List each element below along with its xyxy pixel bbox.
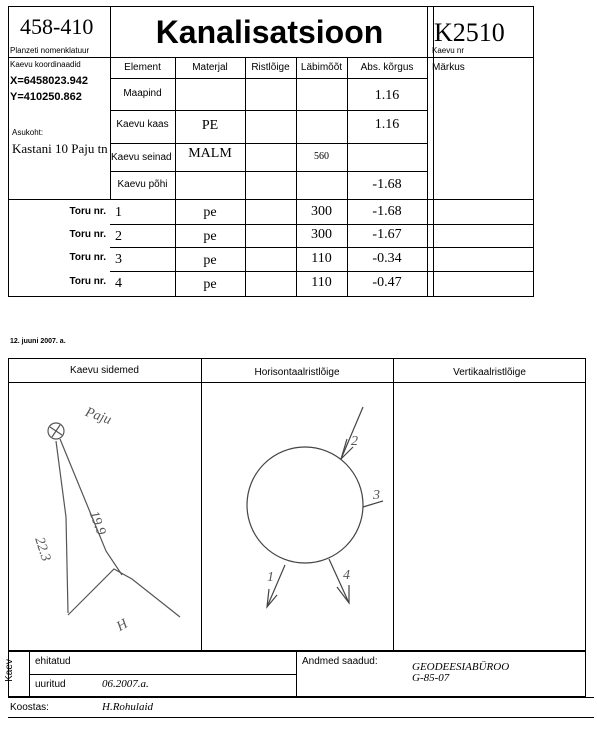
pipe-number-1: 1 [267, 570, 274, 585]
coord-x: X=6458023.942 [10, 75, 88, 87]
building-outline [68, 569, 180, 617]
row-element: Kaevu kaas [116, 119, 169, 130]
row-element: Maapind [123, 88, 162, 99]
pipe-diameter: 110 [311, 275, 332, 290]
pipe-number-2: 2 [351, 434, 358, 449]
pipe-diameter: 300 [311, 204, 332, 219]
row-element: Kaevu põhi [117, 179, 168, 190]
pipe-material: pe [203, 229, 217, 244]
footer-author-label: Koostas: [10, 702, 49, 713]
sketch-distance-1: 19.9 [85, 509, 109, 538]
pipe-material: pe [203, 205, 217, 220]
pipe-elevation: -0.47 [372, 275, 402, 290]
location-label: Asukoht: [12, 128, 44, 137]
pipe-material: pe [203, 253, 217, 268]
footer-kaev-label: Kaev [3, 659, 15, 682]
row-elevation: 1.16 [374, 88, 400, 103]
pipe-number-3: 3 [373, 488, 380, 503]
pipe-elevation: -0.34 [372, 251, 402, 266]
col-header-diameter: Läbimõõt [300, 62, 343, 73]
footer-data-value-2: G-85-07 [412, 672, 450, 684]
panel-title-horizontal: Horisontaalristlõige [254, 367, 340, 378]
pipe-elevation: -1.67 [372, 227, 402, 242]
nomenclature-label: Planzeti nomenklatuur [10, 46, 90, 55]
pipe-diameter: 300 [311, 227, 332, 242]
col-header-elevation: Abs. kõrgus [360, 62, 414, 73]
row-diameter: 560 [314, 151, 329, 162]
pipe-nr: 1 [115, 205, 122, 220]
row-elevation: -1.68 [372, 177, 402, 192]
col-header-remarks: Märkus [432, 62, 465, 73]
panel-title-vertical: Vertikaalristlõige [453, 367, 526, 378]
coords-label: Kaevu koordinaadid [10, 60, 81, 69]
footer-author-value: H.Rohulaid [102, 701, 154, 713]
sketch-building: H [114, 616, 131, 635]
row-material: MALM [188, 146, 232, 161]
pipe-2-line [341, 407, 363, 459]
pipe-nr: 3 [115, 252, 122, 267]
sketch-street: Paju [83, 404, 114, 429]
location-value: Kastani 10 Paju tn [12, 141, 108, 156]
coord-y: Y=410250.862 [10, 91, 82, 103]
pipe-label: Toru nr. [69, 252, 106, 263]
pipe-label: Toru nr. [69, 276, 106, 287]
col-header-material: Materjal [192, 62, 228, 73]
well-id-label: Kaevu nr [432, 46, 465, 55]
horizontal-section [201, 383, 393, 651]
row-material: PE [201, 118, 219, 133]
well-circle [247, 447, 363, 563]
col-header-cross-section: Ristlõige [251, 62, 290, 73]
well-id: K2510 [434, 18, 505, 47]
footer-surveyed-value: 06.2007.a. [102, 678, 149, 690]
footer-surveyed-label: uuritud [35, 679, 66, 690]
pipe-label: Toru nr. [69, 229, 106, 240]
pipe-material: pe [203, 277, 217, 292]
row-elevation: 1.16 [374, 117, 400, 132]
pipe-diameter: 110 [311, 251, 332, 266]
footer-built-label: ehitatud [35, 656, 71, 667]
document-date: 12. juuni 2007. a. [10, 338, 66, 345]
pipe-nr: 4 [115, 276, 122, 291]
col-header-element: Element [124, 62, 161, 73]
ties-sketch [8, 383, 201, 651]
page-title: Kanalisatsioon [155, 14, 384, 50]
pipe-nr: 2 [115, 229, 122, 244]
footer-data-label: Andmed saadud: [302, 656, 378, 667]
footer-data-value-1: GEODEESIABÜROO [412, 661, 510, 673]
sketch-distance-2: 22.3 [31, 535, 54, 564]
row-element: Kaevu seinad [111, 152, 172, 163]
panel-title-ties: Kaevu sidemed [70, 365, 139, 376]
tie-line-2 [56, 441, 68, 613]
nomenclature-value: 458-410 [20, 14, 94, 39]
pipe-elevation: -1.68 [372, 204, 402, 219]
pipe-label: Toru nr. [69, 206, 106, 217]
tie-line-1 [60, 439, 122, 575]
pipe-number-4: 4 [343, 568, 350, 583]
